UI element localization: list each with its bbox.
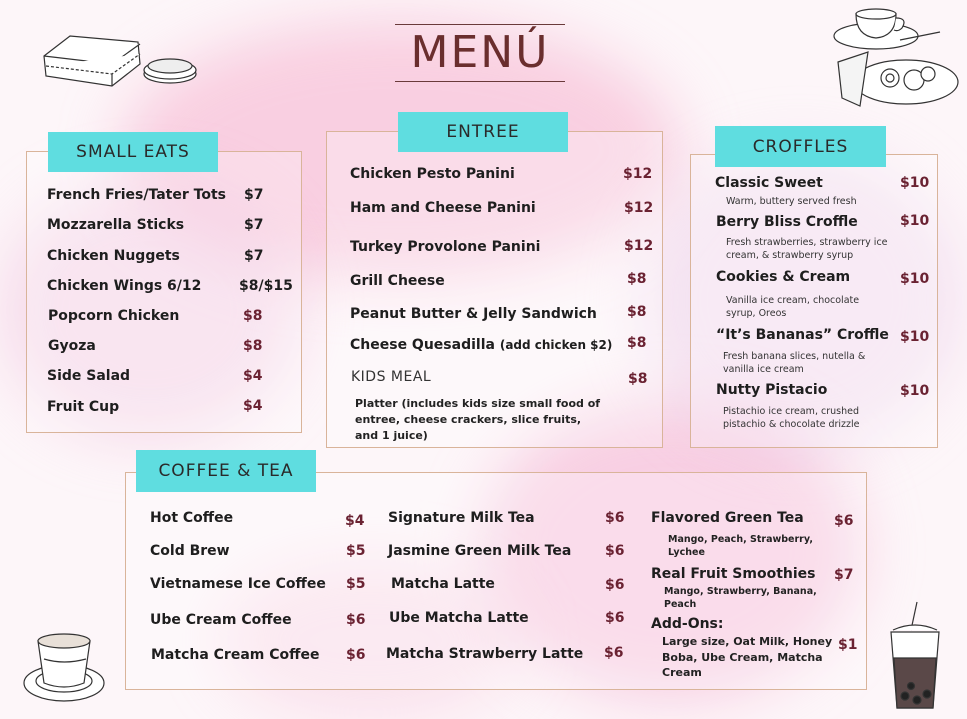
menu-item-price: $12 (623, 166, 653, 182)
menu-item-description (726, 294, 859, 320)
menu-item-description (668, 533, 813, 559)
menu-item-name: Signature Milk Tea (388, 510, 535, 526)
kids-meal-desc-line: and 1 juice) (355, 429, 428, 442)
menu-item-price: $6 (605, 610, 625, 626)
entree-heading: ENTREE (398, 112, 568, 152)
menu-item-price: $4 (243, 368, 263, 384)
menu-item-price: $10 (900, 213, 930, 229)
menu-item-name: Cold Brew (150, 543, 230, 559)
description-line: Large size, Oat Milk, Honey (662, 635, 833, 648)
description-line: Vanilla ice cream, chocolate (726, 295, 860, 306)
menu-item-price: $8 (627, 335, 647, 351)
menu-item-price: $6 (346, 612, 366, 628)
menu-item-name (350, 337, 612, 353)
menu-item-name: Matcha Cream Coffee (151, 647, 320, 663)
menu-item-price: $8 (243, 308, 263, 324)
menu-item-name: Real Fruit Smoothies (651, 566, 816, 582)
menu-item-price: $6 (834, 513, 854, 529)
menu-item-price: $10 (900, 329, 930, 345)
menu-item-price: $6 (605, 577, 625, 593)
description-line: syrup, Oreos (726, 308, 787, 319)
addons-description (662, 634, 832, 681)
description-line: pistachio & chocolate drizzle (723, 419, 860, 430)
menu-item-price: $6 (605, 543, 625, 559)
menu-item-name: Gyoza (48, 338, 96, 354)
menu-item-description (723, 405, 859, 431)
menu-item-price: $5 (346, 543, 366, 559)
iced-boba-drink-icon (885, 600, 945, 712)
small-eats-heading: SMALL EATS (48, 132, 218, 172)
menu-item-name: Chicken Wings 6/12 (47, 278, 202, 294)
menu-item-name: Mozzarella Sticks (47, 217, 185, 233)
menu-title-block (395, 24, 565, 82)
description-line: Fresh strawberries, strawberry ice (726, 237, 888, 248)
menu-item-price: $7 (244, 217, 264, 233)
kids-meal-label: KIDS MEAL (351, 369, 432, 385)
menu-item-price: $8 (627, 271, 647, 287)
description-line: Cream (662, 666, 702, 679)
menu-item-description: Warm, buttery served fresh (726, 196, 857, 207)
description-line: Boba, Ube Cream, Matcha (662, 650, 823, 664)
coffee-cup-saucer-icon (828, 2, 963, 110)
menu-item-price: $4 (345, 513, 365, 529)
croffles-heading: CROFFLES (715, 126, 886, 167)
addons-price: $1 (838, 637, 858, 653)
menu-item-name: “It’s Bananas” Croffle (716, 327, 889, 343)
menu-item-name: Hot Coffee (150, 510, 234, 526)
description-line: Mango, Strawberry, Banana, (664, 586, 817, 597)
menu-item-name: Vietnamese Ice Coffee (150, 576, 326, 592)
menu-item-price: $7 (244, 248, 264, 264)
menu-item-price: $6 (346, 647, 366, 663)
menu-item-name: Cookies & Cream (716, 269, 851, 285)
description-line: Pistachio ice cream, crushed (723, 406, 859, 417)
description-line: vanilla ice cream (723, 364, 804, 375)
menu-item-price: $10 (900, 383, 930, 399)
menu-item-name: Fruit Cup (47, 399, 120, 415)
coffee-tea-heading: COFFEE & TEA (136, 450, 316, 492)
kids-meal-desc-line: entree, cheese crackers, slice fruits, (355, 413, 582, 426)
menu-item-price: $4 (243, 398, 263, 414)
menu-item-name: Turkey Provolone Panini (350, 239, 541, 255)
menu-item-name: Flavored Green Tea (651, 510, 804, 526)
menu-item-name: Ube Matcha Latte (389, 610, 529, 626)
menu-item-price: $7 (244, 187, 264, 203)
menu-item-description (664, 585, 817, 611)
page-title: MENÚ (410, 27, 550, 78)
menu-item-name: Popcorn Chicken (48, 308, 180, 324)
kids-meal-desc-line: Platter (includes kids size small food of (355, 397, 601, 410)
description-line: cream, & strawberry syrup (726, 250, 854, 261)
menu-item-price: $5 (346, 576, 366, 592)
menu-item-price: $10 (900, 175, 930, 191)
menu-item-price: $8 (243, 338, 263, 354)
menu-item-name: Chicken Nuggets (47, 248, 180, 264)
description-line: Lychee (668, 547, 705, 558)
menu-item-name: Ube Cream Coffee (150, 612, 292, 628)
menu-item-name: French Fries/Tater Tots (47, 187, 226, 203)
menu-item-price: $6 (605, 510, 625, 526)
description-line: Peach (664, 599, 697, 610)
menu-item-price: $7 (834, 567, 854, 583)
menu-item-price: $8 (627, 304, 647, 320)
coffee-cup-icon (22, 625, 112, 705)
kids-meal-price: $8 (628, 371, 648, 387)
menu-item-name: Jasmine Green Milk Tea (388, 543, 572, 559)
menu-item-note: (add chicken $2) (499, 338, 613, 352)
menu-item-price: $12 (624, 200, 654, 216)
kids-meal-description (355, 396, 600, 444)
menu-item-name: Ham and Cheese Panini (350, 200, 536, 216)
menu-item-price: $6 (604, 645, 624, 661)
menu-item-name: Matcha Latte (391, 576, 495, 592)
menu-item-name: Peanut Butter & Jelly Sandwich (350, 306, 597, 322)
menu-item-description (726, 236, 888, 262)
menu-item-name: Side Salad (47, 368, 131, 384)
menu-item-price: $8/$15 (239, 278, 293, 294)
menu-item-name: Classic Sweet (715, 175, 823, 191)
description-line: Fresh banana slices, nutella & (723, 351, 866, 362)
menu-item-name-text: Cheese Quesadilla (350, 337, 495, 353)
menu-item-name: Chicken Pesto Panini (350, 166, 515, 182)
menu-item-description (723, 350, 865, 376)
menu-item-name: Grill Cheese (350, 273, 445, 289)
menu-item-name: Matcha Strawberry Latte (386, 646, 584, 662)
title-divider-bottom (395, 81, 565, 82)
addons-label: Add-Ons: (651, 616, 724, 632)
sandwich-icon (40, 30, 200, 92)
menu-item-price: $12 (624, 238, 654, 254)
menu-item-name: Berry Bliss Croffle (716, 214, 858, 230)
menu-item-name: Nutty Pistacio (716, 382, 828, 398)
menu-item-price: $10 (900, 271, 930, 287)
description-line: Mango, Peach, Strawberry, (668, 534, 813, 545)
